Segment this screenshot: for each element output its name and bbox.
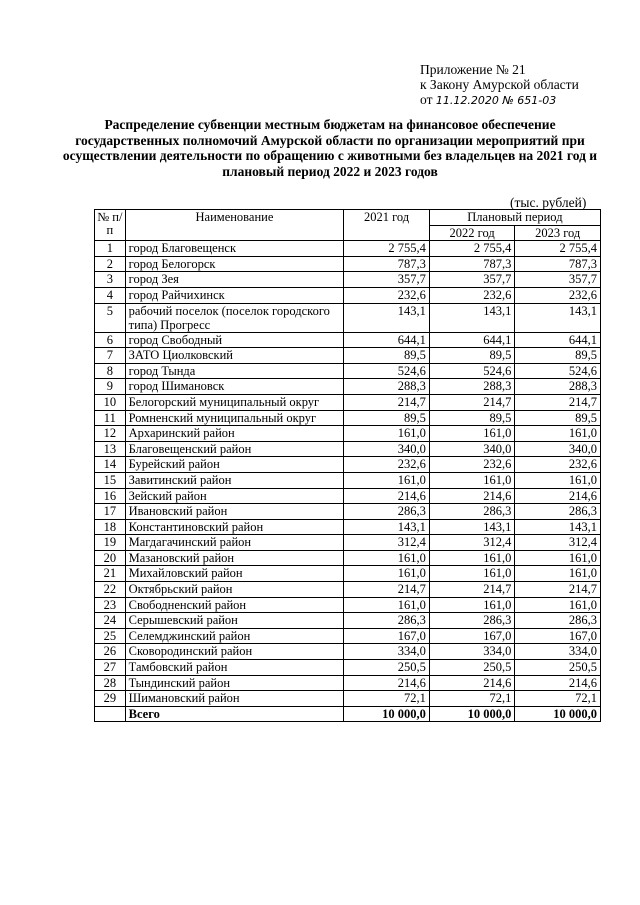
col-header-name: Наименование (125, 210, 344, 241)
row-name: Ивановский район (125, 504, 344, 520)
total-num (95, 706, 126, 722)
row-value-2022: 214,7 (429, 582, 515, 598)
table-row (95, 644, 601, 660)
row-value-2021: 161,0 (344, 566, 430, 582)
row-value-2021: 232,6 (344, 287, 430, 303)
row-number: 14 (95, 457, 126, 473)
annex-reference (420, 62, 620, 108)
row-value-2021: 143,1 (344, 519, 430, 535)
row-value-2023: 286,3 (515, 504, 601, 520)
table-row (95, 628, 601, 644)
row-number: 10 (95, 394, 126, 410)
row-value-2023: 161,0 (515, 426, 601, 442)
row-name: Селемджинский район (125, 628, 344, 644)
row-number: 24 (95, 613, 126, 629)
col-header-num: № п/п (95, 210, 126, 241)
row-name: Зейский район (125, 488, 344, 504)
row-number: 4 (95, 287, 126, 303)
row-value-2022: 232,6 (429, 287, 515, 303)
table-row (95, 426, 601, 442)
row-value-2021: 143,1 (344, 303, 430, 332)
row-name: Тындинский район (125, 675, 344, 691)
row-value-2021: 286,3 (344, 613, 430, 629)
row-name: ЗАТО Циолковский (125, 348, 344, 364)
row-value-2021: 167,0 (344, 628, 430, 644)
table-row (95, 457, 601, 473)
table-row (95, 303, 601, 332)
row-value-2021: 288,3 (344, 379, 430, 395)
row-value-2023: 161,0 (515, 597, 601, 613)
col-header-2023: 2023 год (515, 225, 601, 241)
row-value-2023: 334,0 (515, 644, 601, 660)
row-number: 27 (95, 660, 126, 676)
annex-date-prefix: от (420, 92, 433, 107)
row-value-2022: 340,0 (429, 441, 515, 457)
annex-number: Приложение № 21 (420, 62, 526, 77)
row-number: 18 (95, 519, 126, 535)
table-body (95, 241, 601, 722)
row-value-2021: 2 755,4 (344, 241, 430, 257)
row-number: 25 (95, 628, 126, 644)
row-value-2023: 286,3 (515, 613, 601, 629)
row-value-2021: 232,6 (344, 457, 430, 473)
row-value-2021: 250,5 (344, 660, 430, 676)
row-number: 16 (95, 488, 126, 504)
row-value-2022: 161,0 (429, 597, 515, 613)
row-value-2022: 2 755,4 (429, 241, 515, 257)
row-name: рабочий поселок (поселок городского типа) Прогресс (125, 303, 344, 332)
row-value-2021: 644,1 (344, 332, 430, 348)
row-name: город Благовещенск (125, 241, 344, 257)
table-row (95, 613, 601, 629)
row-value-2021: 787,3 (344, 256, 430, 272)
row-name: Белогорский муниципальный округ (125, 394, 344, 410)
row-number: 28 (95, 675, 126, 691)
row-value-2022: 524,6 (429, 363, 515, 379)
row-name: Завитинский район (125, 472, 344, 488)
row-name: Михайловский район (125, 566, 344, 582)
row-name: город Зея (125, 272, 344, 288)
row-value-2022: 334,0 (429, 644, 515, 660)
unit-label: (тыс. рублей) (510, 195, 587, 210)
row-value-2023: 787,3 (515, 256, 601, 272)
table-row (95, 441, 601, 457)
row-number: 20 (95, 550, 126, 566)
subsidy-table (94, 209, 601, 722)
row-value-2021: 340,0 (344, 441, 430, 457)
row-value-2021: 214,7 (344, 394, 430, 410)
total-2023: 10 000,0 (515, 706, 601, 722)
row-value-2022: 214,7 (429, 394, 515, 410)
table-row (95, 504, 601, 520)
row-value-2022: 72,1 (429, 691, 515, 707)
row-value-2022: 161,0 (429, 566, 515, 582)
row-number: 6 (95, 332, 126, 348)
table-row (95, 332, 601, 348)
row-number: 3 (95, 272, 126, 288)
row-number: 17 (95, 504, 126, 520)
row-number: 23 (95, 597, 126, 613)
row-value-2023: 340,0 (515, 441, 601, 457)
annex-law: к Закону Амурской области (420, 77, 579, 92)
row-value-2021: 334,0 (344, 644, 430, 660)
row-number: 1 (95, 241, 126, 257)
row-value-2023: 357,7 (515, 272, 601, 288)
row-name: Свободненский район (125, 597, 344, 613)
row-value-2023: 214,7 (515, 582, 601, 598)
table-row (95, 379, 601, 395)
table-row (95, 535, 601, 551)
row-number: 7 (95, 348, 126, 364)
row-value-2021: 161,0 (344, 550, 430, 566)
row-number: 21 (95, 566, 126, 582)
total-label: Всего (125, 706, 344, 722)
row-value-2022: 143,1 (429, 519, 515, 535)
table-total-row (95, 706, 601, 722)
row-value-2023: 89,5 (515, 348, 601, 364)
row-value-2022: 232,6 (429, 457, 515, 473)
row-name: Октябрьский район (125, 582, 344, 598)
row-number: 9 (95, 379, 126, 395)
row-number: 13 (95, 441, 126, 457)
row-number: 11 (95, 410, 126, 426)
row-number: 15 (95, 472, 126, 488)
row-value-2022: 286,3 (429, 504, 515, 520)
row-number: 19 (95, 535, 126, 551)
row-value-2023: 214,7 (515, 394, 601, 410)
row-number: 26 (95, 644, 126, 660)
row-value-2023: 288,3 (515, 379, 601, 395)
row-number: 8 (95, 363, 126, 379)
table-row (95, 472, 601, 488)
row-value-2021: 357,7 (344, 272, 430, 288)
row-name: город Райчихинск (125, 287, 344, 303)
row-value-2021: 214,6 (344, 675, 430, 691)
table-row (95, 272, 601, 288)
row-value-2021: 312,4 (344, 535, 430, 551)
row-name: Архаринский район (125, 426, 344, 442)
row-value-2022: 312,4 (429, 535, 515, 551)
table-row (95, 675, 601, 691)
table-header-row (95, 210, 601, 226)
row-name: Мазановский район (125, 550, 344, 566)
row-name: Сковородинский район (125, 644, 344, 660)
row-value-2023: 167,0 (515, 628, 601, 644)
row-value-2023: 89,5 (515, 410, 601, 426)
row-value-2022: 214,6 (429, 488, 515, 504)
row-value-2023: 524,6 (515, 363, 601, 379)
row-value-2022: 89,5 (429, 410, 515, 426)
row-value-2023: 232,6 (515, 457, 601, 473)
row-value-2022: 286,3 (429, 613, 515, 629)
row-value-2023: 250,5 (515, 660, 601, 676)
row-value-2023: 161,0 (515, 472, 601, 488)
row-number: 2 (95, 256, 126, 272)
table-row (95, 410, 601, 426)
row-number: 5 (95, 303, 126, 332)
row-value-2022: 250,5 (429, 660, 515, 676)
row-value-2021: 161,0 (344, 472, 430, 488)
row-value-2022: 167,0 (429, 628, 515, 644)
table-row (95, 488, 601, 504)
table-row (95, 582, 601, 598)
row-name: город Тында (125, 363, 344, 379)
col-header-plan: Плановый период (429, 210, 600, 226)
row-value-2021: 72,1 (344, 691, 430, 707)
row-value-2021: 286,3 (344, 504, 430, 520)
row-number: 12 (95, 426, 126, 442)
row-value-2022: 161,0 (429, 472, 515, 488)
row-value-2022: 357,7 (429, 272, 515, 288)
annex-date-line (420, 92, 620, 108)
row-value-2022: 143,1 (429, 303, 515, 332)
row-name: город Белогорск (125, 256, 344, 272)
table-row (95, 394, 601, 410)
table-row (95, 660, 601, 676)
row-value-2023: 2 755,4 (515, 241, 601, 257)
row-number: 22 (95, 582, 126, 598)
total-2022: 10 000,0 (429, 706, 515, 722)
row-value-2022: 89,5 (429, 348, 515, 364)
table-row (95, 348, 601, 364)
annex-date-handwritten: 11.12.2020 № 651-03 (435, 94, 557, 107)
row-value-2022: 161,0 (429, 550, 515, 566)
table-row (95, 691, 601, 707)
row-name: Константиновский район (125, 519, 344, 535)
row-value-2023: 143,1 (515, 519, 601, 535)
row-name: Бурейский район (125, 457, 344, 473)
row-name: Шимановский район (125, 691, 344, 707)
row-value-2023: 161,0 (515, 550, 601, 566)
col-header-2022: 2022 год (429, 225, 515, 241)
table-row (95, 287, 601, 303)
row-value-2023: 214,6 (515, 488, 601, 504)
row-value-2021: 214,7 (344, 582, 430, 598)
row-value-2021: 214,6 (344, 488, 430, 504)
table-row (95, 256, 601, 272)
row-value-2023: 214,6 (515, 675, 601, 691)
total-2021: 10 000,0 (344, 706, 430, 722)
row-value-2021: 524,6 (344, 363, 430, 379)
row-value-2023: 644,1 (515, 332, 601, 348)
row-value-2023: 312,4 (515, 535, 601, 551)
row-value-2022: 161,0 (429, 426, 515, 442)
table-row (95, 550, 601, 566)
table-row (95, 566, 601, 582)
row-value-2021: 89,5 (344, 348, 430, 364)
table-row (95, 597, 601, 613)
row-value-2022: 644,1 (429, 332, 515, 348)
row-value-2021: 161,0 (344, 597, 430, 613)
row-value-2021: 89,5 (344, 410, 430, 426)
row-name: Магдагачинский район (125, 535, 344, 551)
row-value-2022: 288,3 (429, 379, 515, 395)
row-name: Благовещенский район (125, 441, 344, 457)
row-value-2023: 72,1 (515, 691, 601, 707)
row-name: Тамбовский район (125, 660, 344, 676)
row-name: Ромненский муниципальный округ (125, 410, 344, 426)
row-value-2021: 161,0 (344, 426, 430, 442)
row-number: 29 (95, 691, 126, 707)
row-value-2023: 143,1 (515, 303, 601, 332)
row-name: Серышевский район (125, 613, 344, 629)
row-value-2022: 787,3 (429, 256, 515, 272)
row-name: город Свободный (125, 332, 344, 348)
row-value-2022: 214,6 (429, 675, 515, 691)
document-title: Распределение субвенции местным бюджетам на финансовое обеспечение государственных полномочий Амурской области по организации мероприятий при осуществлении деятельности по обращению с животными без владельцев на 2021 год и плановый период 2022 и 2023 годов (62, 117, 598, 179)
row-value-2023: 161,0 (515, 566, 601, 582)
table-row (95, 363, 601, 379)
row-name: город Шимановск (125, 379, 344, 395)
col-header-2021: 2021 год (344, 210, 430, 241)
row-value-2023: 232,6 (515, 287, 601, 303)
table-row (95, 519, 601, 535)
table-row (95, 241, 601, 257)
